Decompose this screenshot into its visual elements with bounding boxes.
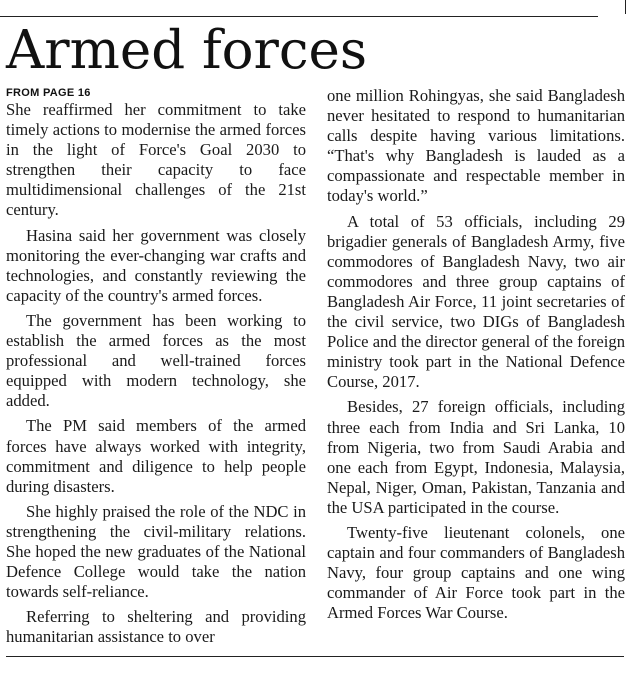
paragraph: The PM said members of the armed forces have always worked with integrity, commitment and diligence to help people during disasters. [6,416,306,496]
paragraph: She highly praised the role of the NDC in strengthening the civil-military relations. She hoped the new graduates of the National Defence College would take the nation towards self-reliance. [6,501,306,602]
paragraph: She reaffirmed her commitment to take timely actions to modernise the armed forces in the light of Force's Goal 2030 to strengthen their capacity to face multidimensional challenges of the 21st century. [6,100,306,220]
paragraph: A total of 53 officials, including 29 brigadier generals of Bangladesh Army, five commodores of Bangladesh Navy, two air commodores and three group captains of Bangladesh Air Force, 11 joint secretaries of the civil service, two DIGs of Bangladesh Police and the director general of the foreign ministry took part in the National Defence Course, 2017. [327,211,625,392]
paragraph: The government has been working to establish the armed forces as the most professional and well-trained forces equipped with modern technology, she added. [6,310,306,411]
bottom-rule [6,656,624,657]
top-rule [0,16,598,17]
article-column-right [327,86,625,623]
column-divider-top [625,0,626,14]
continuation-kicker: FROM PAGE 16 [6,87,91,99]
paragraph: one million Rohingyas, she said Bangladesh never hesitated to respond to humanitarian calls despite having various limitations. “That's why Bangladesh is lauded as a compassionate and respectable member in today's world.” [327,86,625,206]
paragraph: Hasina said her government was closely monitoring the ever-changing war crafts and technologies, and constantly reviewing the capacity of the country's armed forces. [6,225,306,305]
article-column-left [6,86,306,647]
headline: Armed forces [6,20,368,81]
paragraph: Referring to sheltering and providing humanitarian assistance to over [6,607,306,647]
paragraph: Twenty-five lieutenant colonels, one captain and four commanders of Bangladesh Navy, four group captains and one wing commander of Air Force took part in the Armed Forces War Course. [327,522,625,623]
paragraph: Besides, 27 foreign officials, including three each from India and Sri Lanka, 10 from Nigeria, two from Saudi Arabia and one each from Egypt, Indonesia, Malaysia, Nepal, Niger, Oman, Pakistan, Tanzania and the USA participated in the course. [327,397,625,517]
